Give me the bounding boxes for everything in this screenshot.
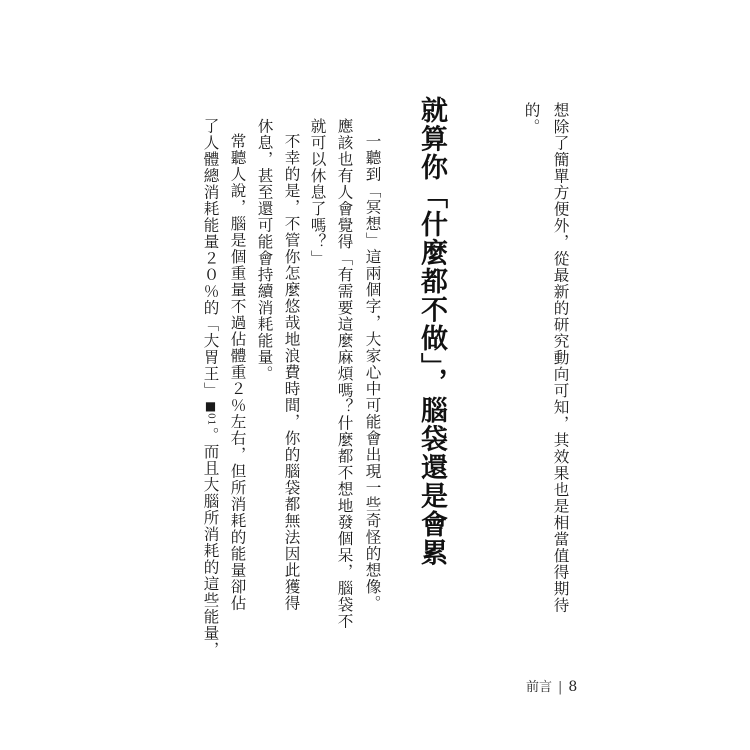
footnote-square-icon: ■ bbox=[203, 398, 218, 414]
body-line-7-text-a: 了人體總消耗能量２０％的「大胃王」 bbox=[201, 118, 220, 399]
footnote-marker[interactable] bbox=[204, 399, 218, 427]
body-line-6: 常聽人說，腦是個重量不過佔體重２％左右，但所消耗的能量卻佔 bbox=[228, 133, 247, 612]
body-line-7-text-b: 。而且大腦所消耗的這些能量， bbox=[201, 426, 220, 658]
body-line-3: 就可以休息了嗎？」 bbox=[308, 118, 327, 267]
section-heading: 就算你「什麼都不做」，腦袋還是會累 bbox=[416, 96, 447, 567]
footer-section-label: 前言 bbox=[526, 680, 553, 695]
intro-line-2: 的。 bbox=[522, 102, 541, 135]
page-footer bbox=[526, 676, 577, 695]
body-line-2: 應該也有人會覺得「有需要這麼麻煩嗎？什麼都不想地發個呆，腦袋不 bbox=[335, 118, 354, 630]
body-line-5: 休息，甚至還可能會持續消耗能量。 bbox=[255, 118, 274, 382]
body-line-4: 不幸的是，不管你怎麼悠哉地浪費時間，你的腦袋都無法因此獲得 bbox=[282, 133, 301, 612]
footnote-number: 01 bbox=[205, 413, 216, 427]
intro-line-1: 想除了簡單方便外，從最新的研究動向可知，其效果也是相當值得期待 bbox=[551, 102, 570, 614]
footer-separator: | bbox=[558, 680, 563, 695]
body-line-1: 一聽到「冥想」這兩個字，大家心中可能會出現一些奇怪的想像。 bbox=[363, 133, 382, 612]
body-line-7 bbox=[202, 118, 218, 658]
page-number: 8 bbox=[568, 679, 578, 695]
